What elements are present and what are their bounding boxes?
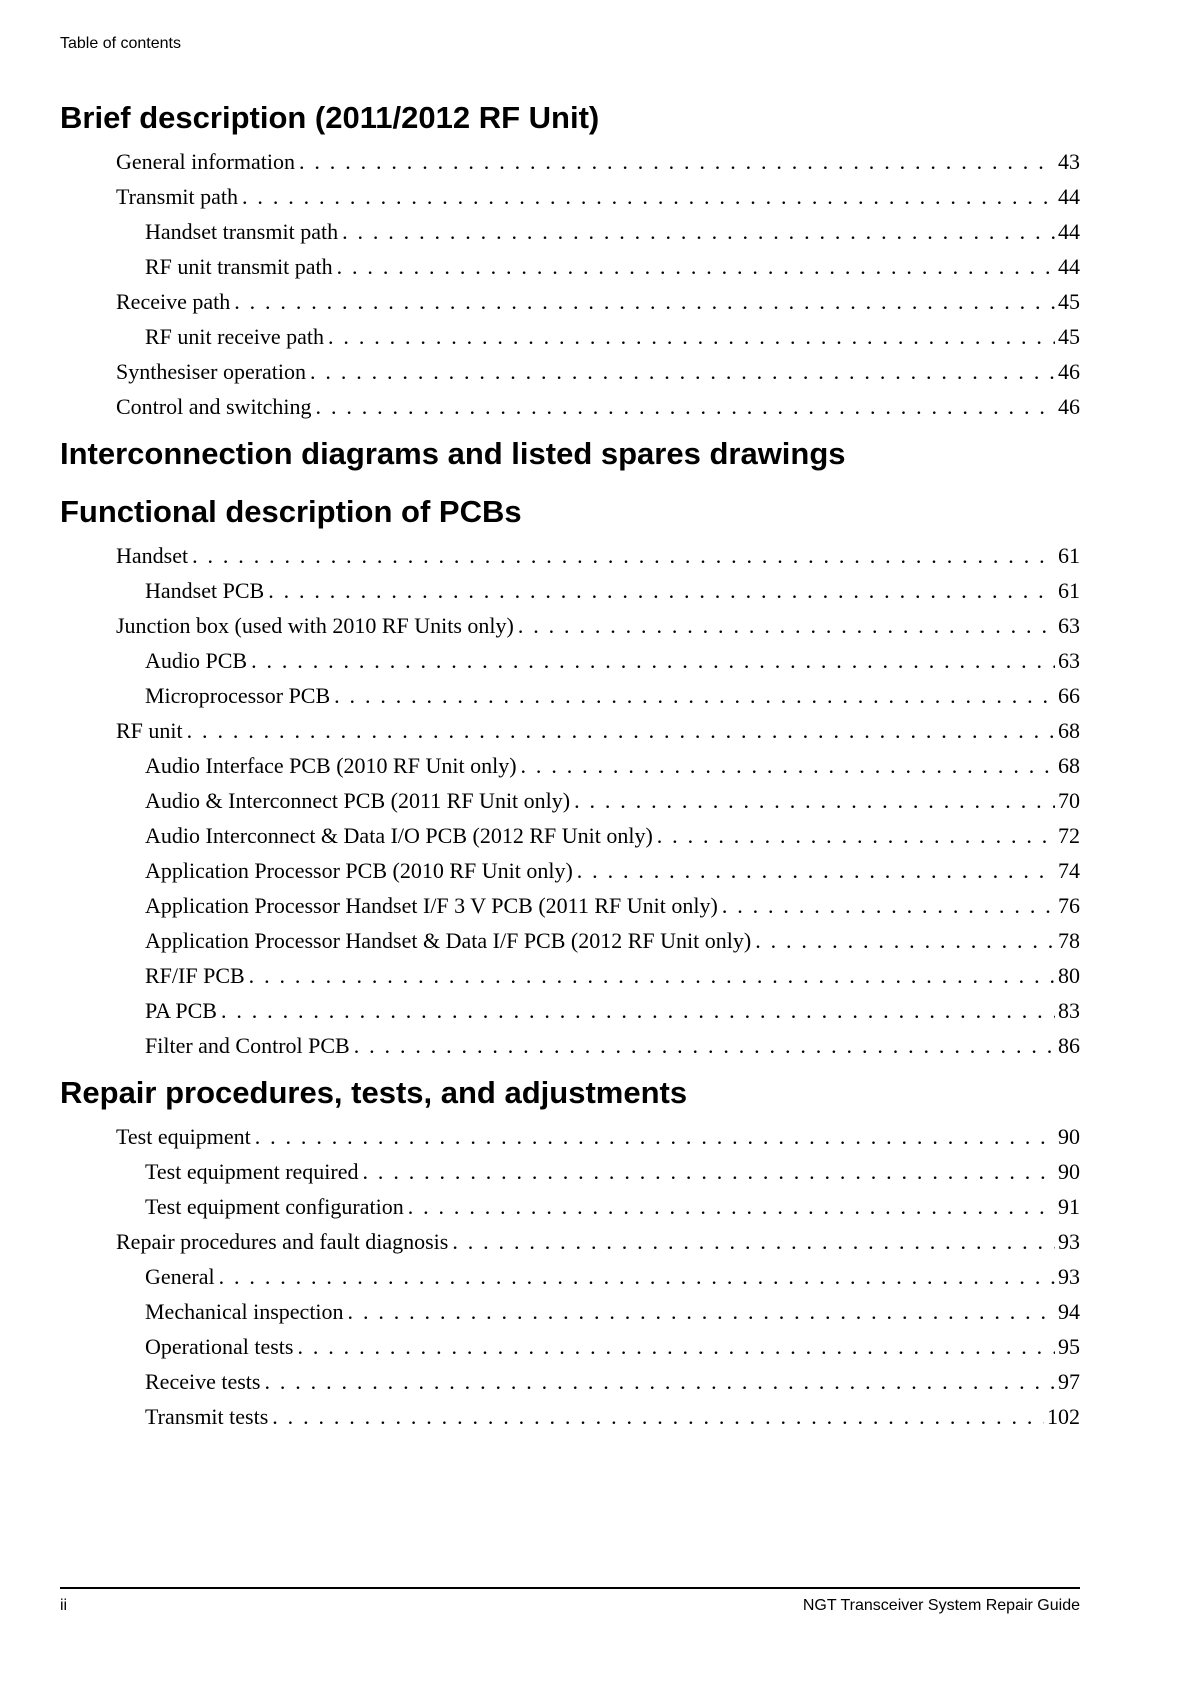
- dot-leader: [251, 643, 1055, 678]
- toc-entry-page-number: 63: [1058, 648, 1080, 673]
- section-heading: Repair procedures, tests, and adjustments: [60, 1075, 688, 1110]
- toc-entry-page-number: 86: [1058, 1033, 1080, 1058]
- toc-entry[interactable]: [60, 1329, 1080, 1364]
- toc-entry-title: General: [145, 1264, 215, 1289]
- toc-entry[interactable]: [60, 214, 1080, 249]
- toc-entry[interactable]: [60, 783, 1080, 818]
- dot-leader: [342, 214, 1055, 249]
- dot-leader: [310, 354, 1055, 389]
- toc-entry[interactable]: [60, 958, 1080, 993]
- toc-entry[interactable]: [60, 354, 1080, 389]
- dot-leader: [297, 1329, 1055, 1364]
- toc-entry[interactable]: [60, 818, 1080, 853]
- toc-entry-title: RF unit transmit path: [145, 254, 333, 279]
- toc-entry[interactable]: [60, 713, 1080, 748]
- toc-entry-title: RF unit receive path: [145, 324, 325, 349]
- toc-entry-title: Test equipment required: [145, 1159, 359, 1184]
- toc-entry-page-number: 45: [1058, 324, 1080, 349]
- toc-entry-page-number: 63: [1058, 613, 1080, 638]
- toc-entry-title: Repair procedures and fault diagnosis: [116, 1229, 449, 1254]
- toc-entry-page-number: 61: [1058, 543, 1080, 568]
- toc-entry[interactable]: [60, 608, 1080, 643]
- toc-entry[interactable]: [60, 888, 1080, 923]
- toc-entry-list: [60, 1119, 1080, 1434]
- dot-leader: [722, 888, 1055, 923]
- dot-leader: [234, 284, 1055, 319]
- dot-leader: [354, 1028, 1055, 1063]
- toc-entry[interactable]: [60, 284, 1080, 319]
- dot-leader: [249, 958, 1055, 993]
- dot-leader: [299, 144, 1055, 179]
- toc-entry-list: [60, 144, 1080, 424]
- toc-entry-page-number: 74: [1058, 858, 1080, 883]
- toc-entry[interactable]: [60, 389, 1080, 424]
- toc-entry[interactable]: [60, 1259, 1080, 1294]
- toc-entry-title: Audio Interface PCB (2010 RF Unit only): [145, 753, 517, 778]
- toc-entry-title: General information: [116, 149, 295, 174]
- toc-entry[interactable]: [60, 643, 1080, 678]
- toc-entry[interactable]: [60, 923, 1080, 958]
- footer-rule: [60, 1587, 1080, 1589]
- toc-entry-page-number: 46: [1058, 359, 1080, 384]
- toc-entry[interactable]: [60, 573, 1080, 608]
- toc-entry-page-number: 97: [1058, 1369, 1080, 1394]
- dot-leader: [521, 748, 1055, 783]
- dot-leader: [577, 853, 1055, 888]
- toc-entry-page-number: 68: [1058, 718, 1080, 743]
- dot-leader: [518, 608, 1055, 643]
- toc-entry[interactable]: [60, 1399, 1080, 1434]
- toc-entry-title: Junction box (used with 2010 RF Units only): [116, 613, 514, 638]
- toc-entry-title: Transmit tests: [145, 1404, 269, 1429]
- toc-entry-title: Test equipment: [116, 1124, 251, 1149]
- toc-entry[interactable]: [60, 1154, 1080, 1189]
- toc-entry[interactable]: [60, 1189, 1080, 1224]
- running-header: Table of contents: [60, 35, 181, 52]
- toc-entry[interactable]: [60, 853, 1080, 888]
- toc-entry-title: Audio Interconnect & Data I/O PCB (2012 RF Unit only): [145, 823, 653, 848]
- toc-entry-page-number: 76: [1058, 893, 1080, 918]
- dot-leader: [272, 1399, 1044, 1434]
- toc-entry-page-number: 66: [1058, 683, 1080, 708]
- toc-entry-title: RF unit: [116, 718, 183, 743]
- dot-leader: [452, 1224, 1055, 1259]
- toc-entry-page-number: 90: [1058, 1159, 1080, 1184]
- toc-entry-page-number: 93: [1058, 1229, 1080, 1254]
- toc-section: [60, 98, 1080, 424]
- toc-section: [60, 492, 1080, 1063]
- dot-leader: [334, 678, 1055, 713]
- toc-entry-page-number: 102: [1047, 1404, 1080, 1429]
- dot-leader: [192, 538, 1055, 573]
- section-heading: Interconnection diagrams and listed spares drawings: [60, 436, 846, 471]
- toc-entry-title: Transmit path: [116, 184, 239, 209]
- toc-entry-title: Audio & Interconnect PCB (2011 RF Unit only): [145, 788, 571, 813]
- toc-entry-title: Receive tests: [145, 1369, 261, 1394]
- toc-entry[interactable]: [60, 748, 1080, 783]
- toc-entry[interactable]: [60, 1028, 1080, 1063]
- toc-entry-page-number: 95: [1058, 1334, 1080, 1359]
- toc-entry-page-number: 45: [1058, 289, 1080, 314]
- toc-entry-page-number: 61: [1058, 578, 1080, 603]
- dot-leader: [755, 923, 1055, 958]
- toc-entry[interactable]: [60, 538, 1080, 573]
- toc-entry-page-number: 68: [1058, 753, 1080, 778]
- toc-entry-title: Filter and Control PCB: [145, 1033, 350, 1058]
- toc-entry-list: [60, 538, 1080, 1063]
- toc-entry-page-number: 43: [1058, 149, 1080, 174]
- toc-entry-title: Handset PCB: [145, 578, 265, 603]
- toc-entry-page-number: 78: [1058, 928, 1080, 953]
- toc-entry-title: PA PCB: [145, 998, 217, 1023]
- dot-leader: [316, 389, 1055, 424]
- toc-entry[interactable]: [60, 678, 1080, 713]
- toc-entry-page-number: 93: [1058, 1264, 1080, 1289]
- dot-leader: [337, 249, 1055, 284]
- dot-leader: [328, 319, 1055, 354]
- toc-entry-title: Synthesiser operation: [116, 359, 307, 384]
- dot-leader: [363, 1154, 1055, 1189]
- table-of-contents: [60, 98, 1080, 1444]
- dot-leader: [408, 1189, 1055, 1224]
- toc-entry-page-number: 72: [1058, 823, 1080, 848]
- toc-section: [60, 1073, 1080, 1434]
- dot-leader: [219, 1259, 1055, 1294]
- toc-entry[interactable]: [60, 1224, 1080, 1259]
- dot-leader: [574, 783, 1055, 818]
- toc-entry-page-number: 80: [1058, 963, 1080, 988]
- dot-leader: [657, 818, 1055, 853]
- toc-entry-title: RF/IF PCB: [145, 963, 245, 988]
- dot-leader: [187, 713, 1055, 748]
- section-heading: Functional description of PCBs: [60, 494, 522, 529]
- dot-leader: [264, 1364, 1055, 1399]
- toc-entry[interactable]: [60, 1294, 1080, 1329]
- toc-entry[interactable]: [60, 249, 1080, 284]
- toc-entry-page-number: 70: [1058, 788, 1080, 813]
- toc-entry-title: Handset: [116, 543, 189, 568]
- toc-entry-title: Application Processor Handset I/F 3 V PCB (2011 RF Unit only): [145, 893, 718, 918]
- toc-entry-title: Application Processor PCB (2010 RF Unit only): [145, 858, 573, 883]
- toc-entry[interactable]: [60, 993, 1080, 1028]
- toc-entry-title: Operational tests: [145, 1334, 294, 1359]
- section-heading: Brief description (2011/2012 RF Unit): [60, 100, 600, 135]
- toc-entry-page-number: 44: [1058, 219, 1080, 244]
- toc-entry[interactable]: [60, 1364, 1080, 1399]
- toc-entry[interactable]: [60, 179, 1080, 214]
- toc-entry-title: Control and switching: [116, 394, 312, 419]
- toc-entry-page-number: 91: [1058, 1194, 1080, 1219]
- dot-leader: [268, 573, 1055, 608]
- toc-entry-page-number: 46: [1058, 394, 1080, 419]
- toc-entry-title: Application Processor Handset & Data I/F PCB (2012 RF Unit only): [145, 928, 752, 953]
- toc-entry-title: Microprocessor PCB: [145, 683, 331, 708]
- toc-entry-title: Receive path: [116, 289, 231, 314]
- toc-entry-page-number: 90: [1058, 1124, 1080, 1149]
- toc-entry-title: Handset transmit path: [145, 219, 339, 244]
- dot-leader: [348, 1294, 1055, 1329]
- toc-entry[interactable]: [60, 144, 1080, 179]
- dot-leader: [255, 1119, 1055, 1154]
- toc-entry-title: Test equipment configuration: [145, 1194, 404, 1219]
- dot-leader: [242, 179, 1055, 214]
- toc-entry-title: Mechanical inspection: [145, 1299, 344, 1324]
- toc-entry-page-number: 94: [1058, 1299, 1080, 1324]
- footer-page-number: ii: [60, 1597, 68, 1614]
- toc-entry[interactable]: [60, 1119, 1080, 1154]
- toc-entry-page-number: 44: [1058, 254, 1080, 279]
- dot-leader: [221, 993, 1055, 1028]
- toc-entry[interactable]: [60, 319, 1080, 354]
- footer-document-title: NGT Transceiver System Repair Guide: [802, 1597, 1080, 1614]
- toc-entry-page-number: 44: [1058, 184, 1080, 209]
- toc-entry-title: Audio PCB: [145, 648, 248, 673]
- toc-section: [60, 434, 1080, 474]
- toc-entry-page-number: 83: [1058, 998, 1080, 1023]
